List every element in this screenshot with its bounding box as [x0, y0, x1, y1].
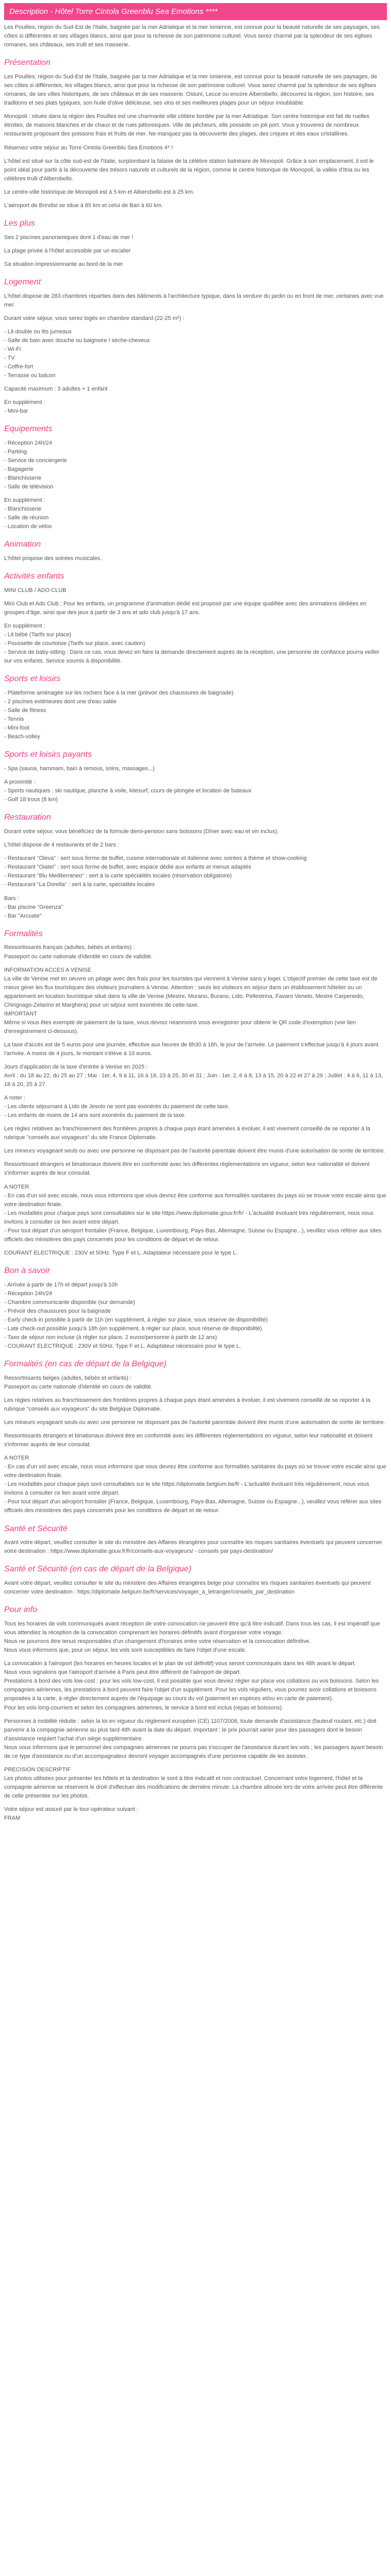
section-paragraph: Monopoli : située dans la région des Pouilles est une charmante ville côtière bordée par la mer Adriatique. Son centre historique est fait de ruelles étroites, de maisons blanches et de chaux et de rues pittoresques. Ville de pêcheurs, elle possède un joli port. Vous y trouverez de nombreux restaurants proposant des poissons frais et fruits de mer. Ne manquez pas la découverte des plages, des criques et des eaux cristallines. — [4, 113, 370, 138]
section-4 — [4, 538, 387, 563]
section-9 — [4, 928, 387, 1258]
section-paragraph: Ressortissant étrangers et binationaux doivent être en conformité avec les différentes réglementations en vigueur, selon leur nationalité et doivent s'informer auprès de leur consulat. — [4, 1161, 370, 1177]
section-paragraph: Jours d'application de la taxe d'entrée à Venise en 2025 : Avril : du 18 au 22, du 25 au 27 ; Mai : 1er, 4, 9 à 11, 16 à 18, 23 à 25, 30 et 31 ; Juin : 1er, 2, 6 à 8, 13 à 15, 20 à 22 et 27 à 29 ; Juillet : 4 à 6, 11 à 13, 18 à 20, 25 à 27. — [4, 1064, 383, 1088]
section-heading: Santé et Sécurité (en cas de départ de la Belgique) — [4, 1565, 191, 1574]
section-paragraph: L'aéroport de Brindisi se situe à 85 km et celui de Bari à 60 km. — [4, 202, 163, 209]
section-paragraph: L'hôtel dispose de 283 chambres réparties dans des bâtiments à l'architecture typique, dans la verdure du jardin ou en front de mer, certaines avec vue mer. — [4, 293, 384, 308]
section-11 — [4, 1358, 387, 1515]
section-paragraph: Avant votre départ, veuillez consulter le site du ministère des Affaires étrangères belge pour connaître les risques sanitaires éventuels qui peuvent concerner votre destination : https://diplomatie.belgium.be/fr/services/voyager_a_letranger/conseils_par_destination — [4, 1580, 371, 1596]
section-heading: Bon à savoir — [4, 1266, 50, 1275]
section-paragraph: En supplément : - Lit bébé (Tarifs sur place) - Poussette de courtoisie (Tarifs sur place, avec caution) - Service de baby-sitting : Dans ce cas, vous devez en faire la demande directement auprès de la réception, une personne de confiance pourra veiller sur vos enfants. Service soumis à disponibilité. — [4, 623, 380, 665]
section-paragraph: L'hôtel est situé sur la côte sud-est de l'Italie, surplombant la falaise de la célèbre station balnéaire de Monopoli. Grâce à son emplacement, il est le point idéal pour partir à la découverte des trésors naturels et culturels de la région, comme le centre historique de Monopoli, la vallée d'Itria ou les célèbres trulli d'Alberobello. — [4, 158, 374, 182]
section-heading: Santé et Sécurité — [4, 1524, 68, 1533]
section-paragraph: Personnes à mobilité réduite : selon la loi en vigueur du règlement européen (CE) 1107/2006, toute demande d'assistance (fauteuil roulant, etc.) doit parvenir à la compagnie aérienne au plus tard 48h avant la date du départ. Important : le prix pourrait varier pour des passagers dont le besoin d'assistance requiert l'achat d'un siège supplémentaire. Nous vous informons que le personnel des compagnies aériennes ne pourra pas s'occuper de l'assistance durant les vols ; les passagers ayant besoin de ce type d'assistance ou d'un accompagnateur devront voyager accompagnés d'une personne capable de les assister. — [4, 1718, 383, 1759]
page — [0, 3, 391, 1843]
section-3 — [4, 423, 387, 531]
section-paragraph: - Spa (sauna, hammam, bain à remous, soins, massages...) — [4, 766, 155, 772]
section-heading: Présentation — [4, 58, 51, 67]
section-paragraph: Sa situation impressionnante au bord de la mer — [4, 261, 123, 267]
page-title: Description - Hôtel Torre Cintola Greenblu Sea Emotions **** — [4, 3, 387, 20]
section-heading: Formalités — [4, 929, 43, 938]
section-paragraph: Capacité maximum : 3 adultes + 1 enfant — [4, 385, 108, 392]
section-6 — [4, 673, 387, 741]
section-paragraph: Tous les horaires de vols communiqués avant réception de votre convocation ne peuvent être qu'à titre indicatif. Dans tous les cas, il est impératif que vous attendiez la réception de la convocation comprenant les horaires définitifs avant d'organiser votre voyage. Nous ne pourrons être tenus responsables d'un changement d'horaires entre votre réservation et la convocation définitive. Nous vous informons que, pour un séjour, les vols sont susceptibles de faire l'objet d'une escale. — [4, 1621, 380, 1654]
section-5 — [4, 570, 387, 666]
section-paragraph: Durant votre séjour, vous bénéficiez de la formule demi-pension sans boissons (Dîner avec eau et vin inclus). — [4, 828, 279, 835]
section-paragraph: La plage privée à l'hôtel accessible par un escalier — [4, 247, 131, 254]
section-paragraph: En supplément : - Mini-bar — [4, 399, 45, 415]
section-7 — [4, 749, 387, 804]
section-paragraph: Durant votre séjour, vous serez logés en chambre standard (22-25 m²) : — [4, 315, 185, 321]
section-paragraph: A NOTER - En cas d'un vol avec escale, nous vous informons que vous devrez être conforme aux formalités sanitaires du pays où se trouve votre escale ainsi que votre destination finale. - Les modalités pour chaque pays sont consultables sur le site https://www.diplomatie.gouv.fr/fr/ - L'actualité évoluant très régulièrement, nous vous invitons à consulter ce lien avant votre départ. - Pour tout départ d'un aéroport frontalier (France, Belgique, Luxembourg, Pays-Bas, Allemagne, Suisse ou Espagne...), veuillez vous référer aux sites officiels des ministères des pays concernés pour les conditions de départ et de retour. — [4, 1183, 386, 1243]
section-paragraph: Les mineurs voyageant seuls ou avec une personne ne disposant pas de l'autorité parentale doivent être munis d'une autorisation de sortie de territoire. — [4, 1148, 385, 1155]
section-paragraph: COURANT ELECTRIQUE : 230V et 50Hz. Type F et L. Adaptateur nécessaire pour le type L. — [4, 1249, 238, 1256]
section-paragraph: Les Pouilles, région du Sud-Est de l'Italie, baignée par la mer Adriatique et la mer Ionienne, est connue pour la beauté naturelle de ses paysages, de ses côtes si différentes, les villages blancs, ainsi que pour la richesse de son patrimoine culturel. Vous serez charmé par la splendeur de ses églises romanes, de ses villes historiques, de ses châteaux et de ses masserie. Ostuni, Lecce ou encore Alberobello, découvrez la région, son histoire, ses traditions et ses plats typiques, son huile d'olive délicieuse, ses vins et ses meilleures plages pour un séjour inoubliable. — [4, 74, 378, 107]
section-paragraph: Réservez votre séjour au Torre Cintola Greenblu Sea Emotions 4* ! — [4, 144, 173, 151]
section-paragraph: Bars : - Bar piscine "Greenza" - Bar "Arcuate" — [4, 895, 63, 919]
section-paragraph: Ressortissants français (adultes, bébés et enfants) : Passeport ou carte nationale d'identité en cours de validité. — [4, 944, 153, 960]
section-2 — [4, 276, 387, 416]
section-paragraph: Ressortissants étrangers et binationaux doivent être en conformité avec les différentes réglementations en vigueur, selon leur nationalité et doivent s'informer auprès de leur consulat. — [4, 1433, 372, 1448]
sections-container — [4, 57, 387, 1823]
section-paragraph: Mini Club et Ado Club : Pour les enfants, un programme d'animation dédié est proposé par une équipe qualifiée avec des animations dédiées en groupes d'âge, ainsi que des jeux à partir de 3 ans et ado club jusqu'à 17 ans. — [4, 601, 367, 616]
section-heading: Equipements — [4, 425, 53, 434]
section-paragraph: - Réception 24h/24 - Parking - Service de conciergerie - Bagagerie - Blanchisserie - Salle de télévision — [4, 439, 67, 490]
section-paragraph: Votre séjour est assuré par le tour-opérateur suivant : FRAM — [4, 1806, 138, 1822]
section-8 — [4, 811, 387, 920]
section-1 — [4, 217, 387, 269]
intro-paragraph: Les Pouilles, région du Sud-Est de l'Italie, baignée par la mer Adriatique et la mer Ionienne, est connue pour la beauté naturelle de ses paysages, ses côtes si différentes et ses villages blancs, ainsi que pour la richesse de son patrimoine culturel. Vous serez charmé par la splendeur de ses églises romanes, ses châteaux, ses trulli et ses masserie. — [4, 24, 380, 48]
section-paragraph: L'hôtel dispose de 4 restaurants et de 2 bars : — [4, 842, 119, 849]
section-heading: Logement — [4, 277, 41, 286]
section-paragraph: - Arrivée à partir de 17h et départ jusqu'à 10h - Réception 24h/24 - Chambre communicante disponible (sur demande) - Prévoir des chaussures pour la baignade - Early check-in possible à partir de 11h (en supplément, à régler sur place, sous réserve de disponibilité) - Late check-out possible jusqu'à 18h (en supplément, à régler sur place, sous réserve de disponibilité) - Taxe de séjour non incluse (à régler sur place, 2 euros/personne à partir de 12 ans) - COURANT ELECTRIQUE : 230V et 50Hz. Type F et L. Adaptateur nécessaire pour le type L. — [4, 1281, 268, 1350]
section-heading: Sports et loisirs payants — [4, 750, 92, 759]
section-heading: Pour info — [4, 1605, 38, 1615]
section-paragraph: - Lit double ou lits jumeaux - Salle de bain avec douche ou baignoire / sèche-cheveux - Wi-Fi - TV - Coffre-fort - Terrasse ou balcon — [4, 328, 150, 379]
section-paragraph: Ses 2 piscines panoramiques dont 1 d'eau de mer ! — [4, 234, 134, 241]
section-paragraph: Ressortissants belges (adultes, bébés et enfants) : Passeport ou carte nationale d'identité en cours de validité. — [4, 1375, 153, 1390]
section-heading: Restauration — [4, 813, 51, 822]
section-14 — [4, 1604, 387, 1823]
section-paragraph: MINI CLUB / ADO CLUB — [4, 587, 67, 594]
section-paragraph: PRECISION DESCRIPTIF Les photos utilisées pour présenter les hôtels et la destination le sont à titre indicatif et non contractuel. Concernant votre logement, l'hôtel et la compagnie aérienne se réservent le droit d'effectuer des modifications de dernière minute. La chambre allouée lors de votre arrivée peut être différente de celle présentée sur les photos. — [4, 1766, 383, 1799]
section-paragraph: - Plateforme aménagée sur les rochers face à la mer (prévoir des chaussures de baignade) - 2 piscines extérieures dont une d'eau salée - Salle de fitness - Tennis - Mini-foot - Beach-volley — [4, 690, 234, 740]
section-10 — [4, 1265, 387, 1351]
section-paragraph: A proximité : - Sports nautiques : ski nautique, planche à voile, kitesurf, cours de plongée et location de bateaux - Golf 18 trous (8 km) — [4, 779, 252, 803]
section-heading: Formalités (en cas de départ de la Belgique) — [4, 1360, 167, 1369]
section-paragraph: Les règles relatives au franchissement des frontières propres à chaque pays étant amenées à évoluer, il est vivement conseillé de se reporter à la rubrique "conseils aux voyageurs" du site Belgique Diplomatie. — [4, 1397, 370, 1413]
section-paragraph: A noter : - Les clients séjournant à Lido de Jesolo ne sont pas exonérés du paiement de cette taxe. - Les enfants de moins de 14 ans sont exonérés du paiement de la taxe. — [4, 1095, 230, 1119]
section-paragraph: A NOTER - En cas d'un vol avec escale, nous vous informons que vous devrez être conforme aux formalités sanitaires du pays où se trouve votre escale ainsi que votre destination finale. - Les modalités pour chaque pays sont consultables sur le site https://diplomatie.belgium.be/fr - L'actualité évoluant très régulièrement, nous vous invitons à consulter ce lien avant votre départ. - Pour tout départ d'un aéroport frontalier (France, Belgique, Luxembourg, Pays-Bas, Allemagne, Suisse ou Espagne...), veuillez vous référer aux sites officiels des ministères des pays concernés pour les conditions de départ et de retour. — [4, 1455, 386, 1514]
section-paragraph: Les mineurs voyageant seuls ou avec une personne ne disposant pas de l'autorité parentale doivent être munis d'une autorisation de sortie de territoire. — [4, 1419, 385, 1426]
intro — [4, 23, 387, 49]
section-heading: Sports et loisirs — [4, 674, 61, 684]
section-12 — [4, 1523, 387, 1556]
section-paragraph: INFORMATION ACCES A VENISE La ville de Venise met en oeuvre un péage avec des frais pour les touristes qui viennent à Venise sans y loger. L'objectif premier de cette taxe est de mieux gérer les flux touristiques des visiteurs journaliers à Venise. Attention : seuls les visiteurs en séjour dans un établissement hôtelier ou un appartement en location touristique situé dans la ville de Venise (Mestre, Murano, Burano, Lido, Pellestrina, Favaro Veneto, Mestre Carpenedo, Chirignago-Zelarino et Marghera) pour un séjour sont exonérés de cette taxe. IMPORTANT Même si vous êtes exempté de paiement de la taxe, vous devrez néanmoins vous enregistrer pour obtenir le QR code d'exemption (voir lien d'enregistrement ci-dessous). — [4, 967, 378, 1035]
section-paragraph: La taxe d'accès est de 5 euros pour une journée, effective aux heures de 8h30 à 16h, le jour de l'arrivée. Le paiement s'effectue jusqu'à 4 jours avant l'arrivée. A moins de 4 jours, le montant s'élève à 10 euros. — [4, 1041, 379, 1057]
section-paragraph: En supplément : - Blanchisserie - Salle de réunion - Location de vélos — [4, 497, 52, 530]
section-heading: Les plus — [4, 218, 35, 228]
section-paragraph: - Restaurant "Oleva" : sert sous forme de buffet, cuisine internationale et italienne avec soirées à thème et show-cooking - Restaurant "Oiatei" : sert sous forme de buffet, avec espace dédié aux enfants et menus adaptés - Restaurant "Blu Mediterraneo" : sert à la carte spécialités locales (réservation obligatoire) - Restaurant "La Dorella" : sert à la carte, spécialités locales — [4, 855, 307, 888]
section-13 — [4, 1563, 387, 1597]
section-paragraph: Le centre-ville historique de Monopoli est à 5 km et Alberobello est à 25 km. — [4, 189, 194, 195]
section-paragraph: Avant votre départ, veuillez consulter le site du ministère des Affaires étrangères pour connaître les risques sanitaires éventuels qui peuvent concerner votre destination : https://www.diplomatie.gouv.fr/fr/conseils-aux-voyageurs/ - conseils par pays-destination/ — [4, 1539, 382, 1555]
section-paragraph: L'hôtel propose des soirées musicales. — [4, 555, 102, 562]
section-paragraph: Les règles relatives au franchissement des frontières propres à chaque pays étant amenées à évoluer, il est vivement conseillé de se reporter à la rubrique "conseils aux voyageurs" du site France Diplomatie. — [4, 1126, 370, 1141]
section-paragraph: La convocation à l'aéroport (les horaires en heures locales et le plan de vol définitif) vous seront communiqués dans les 48h avant le départ. Nous vous signalons que l'aéroport d'arrivée à Paris peut être différent de l'aéroport de départ. Prestations à bord des vols low-cost : pour les vols low-cost, il est possible que vous deviez régler sur place vos collations ou vos boissons. Selon les compagnies aériennes, les prestations à bord peuvent faire l'objet d'un supplément. Pour les vols réguliers, vous pourrez avoir collations et boissons proposées à la carte, à régler directement auprès de l'équipage au cours du vol (paiement en espèces et/ou en carte de paiement). Pour les vols long-courriers et selon les compagnies aériennes, le service à bord est inclus (repas et boissons). — [4, 1660, 379, 1711]
section-heading: Animation — [4, 540, 41, 549]
section-heading: Activités enfants — [4, 572, 64, 581]
section-0 — [4, 57, 387, 210]
